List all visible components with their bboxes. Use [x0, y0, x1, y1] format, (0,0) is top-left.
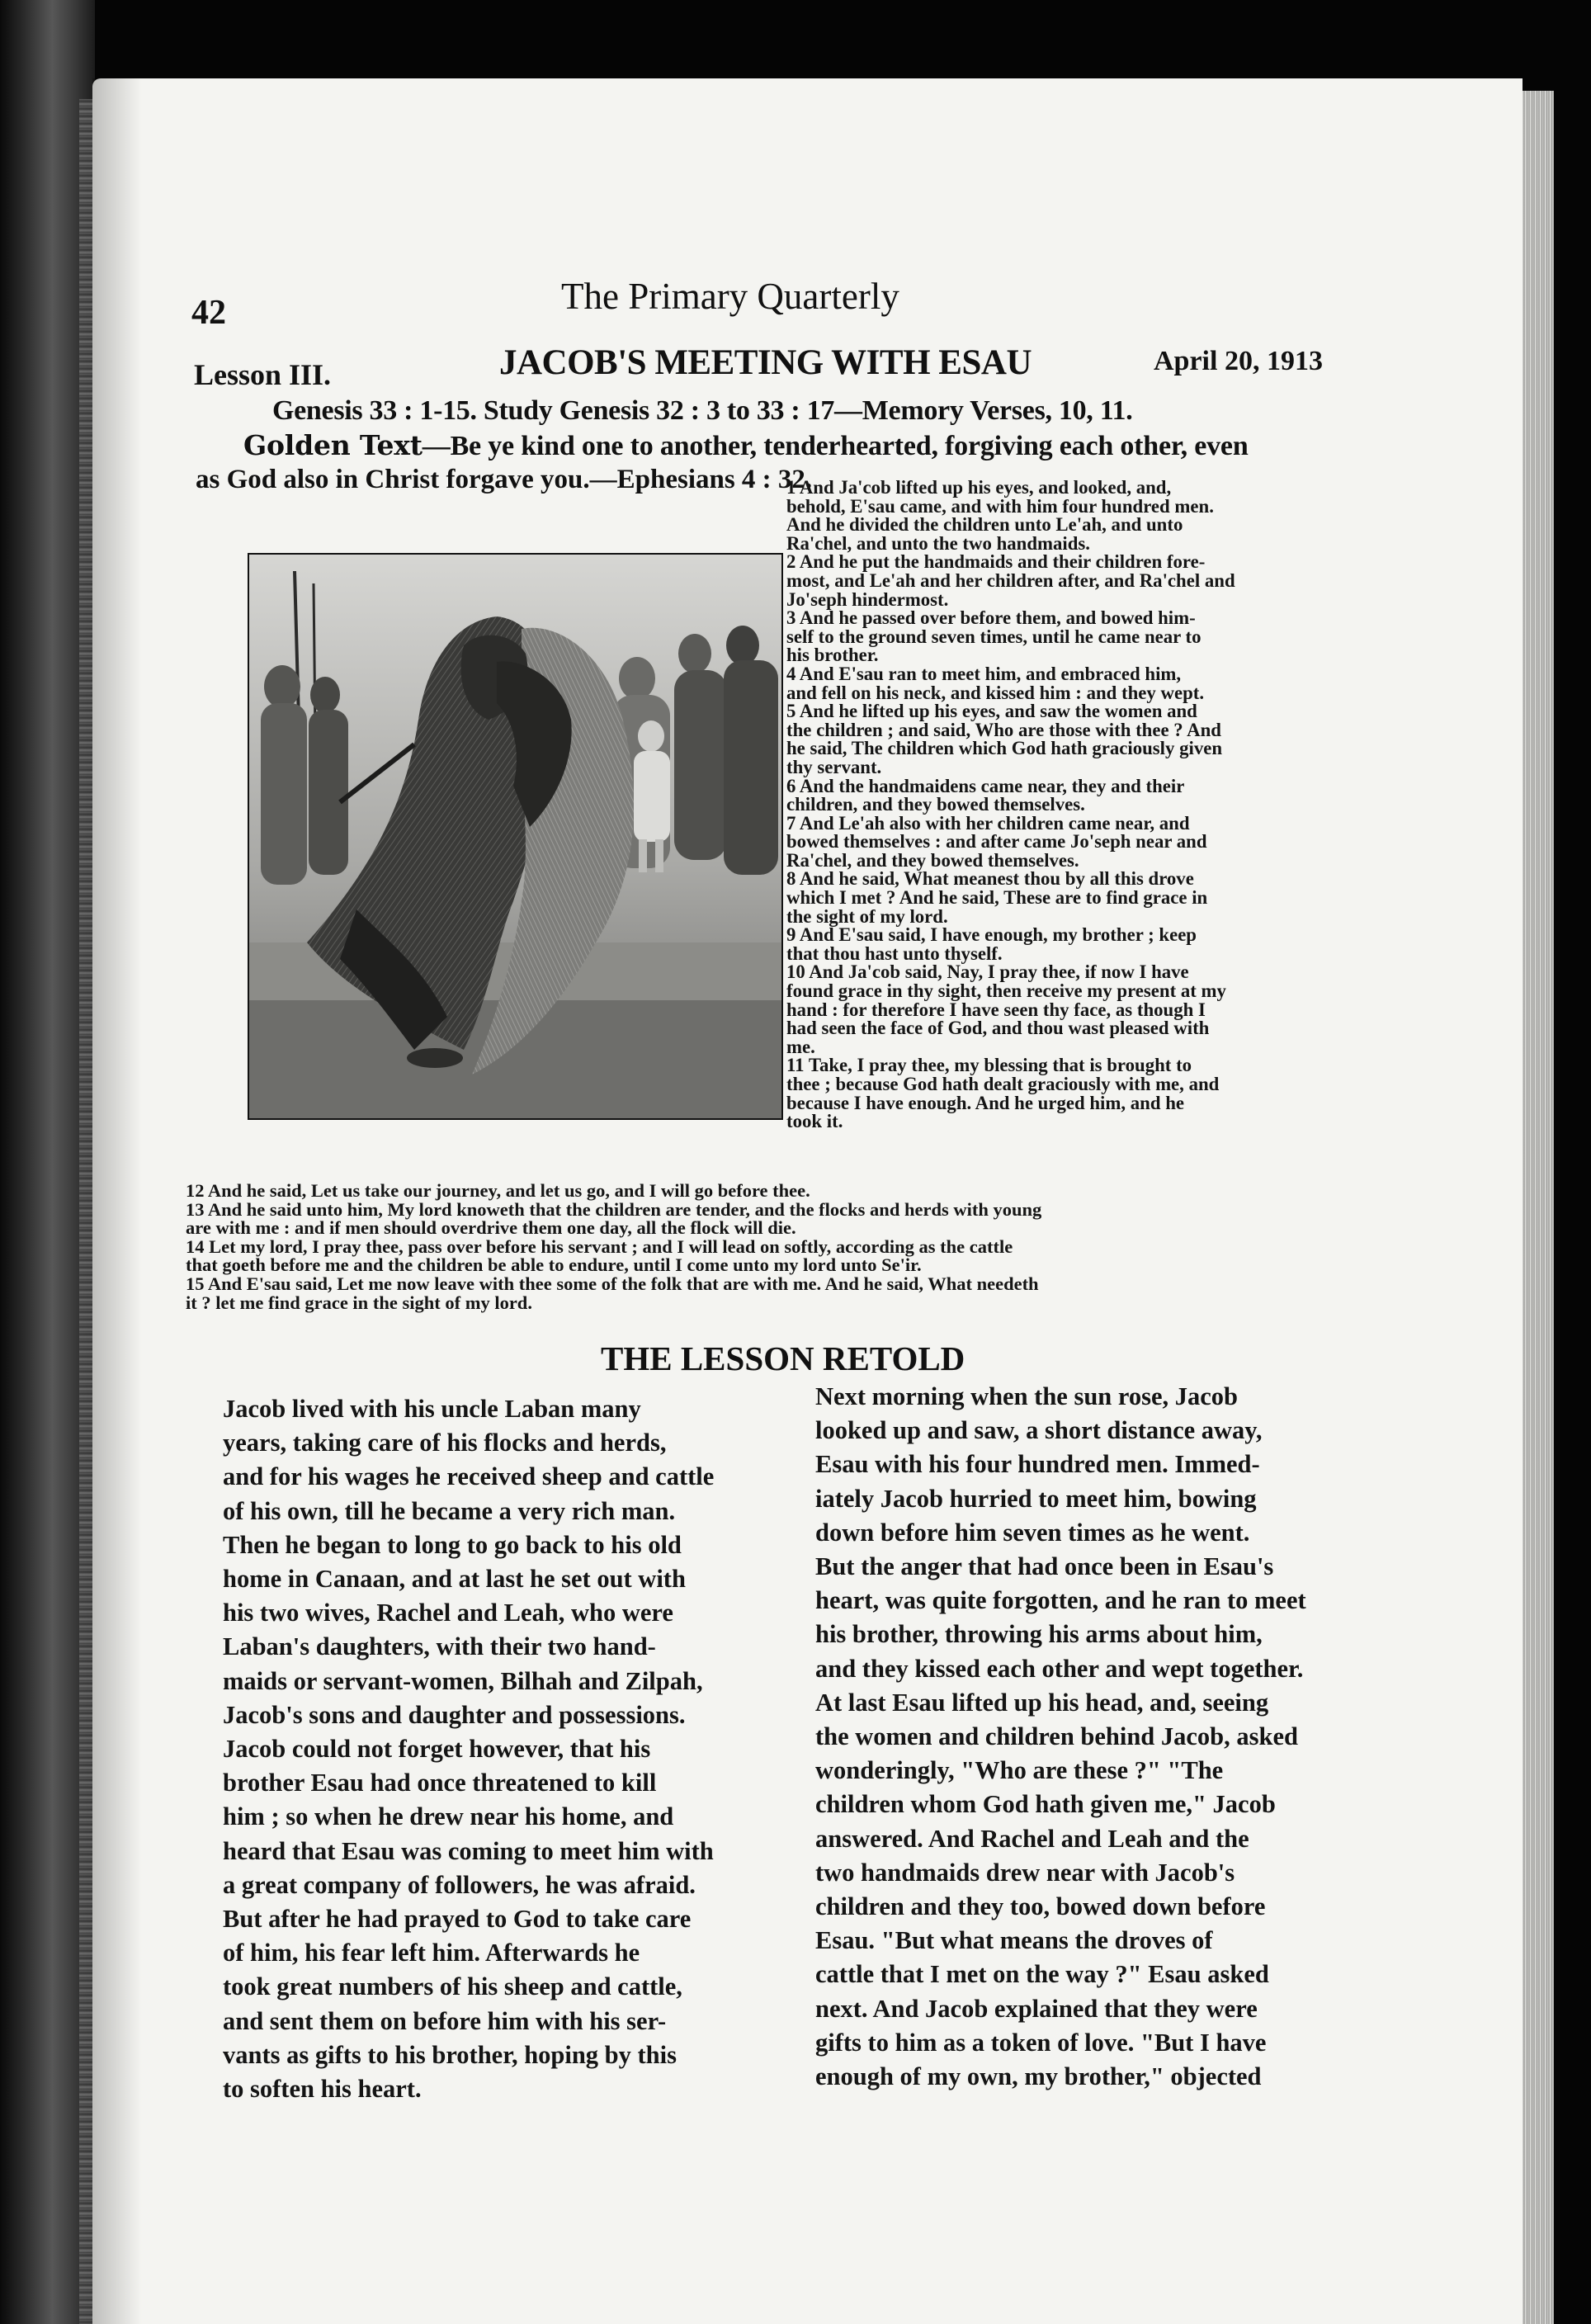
retold-right-column — [815, 1380, 1306, 2094]
verse-line: self to the ground seven times, until he came near to — [786, 626, 1202, 647]
verse-line: 9 And E'sau said, I have enough, my brother ; keep — [786, 924, 1197, 946]
verse-line: children, and they bowed themselves. — [786, 794, 1085, 815]
verse-line: Ra'chel, and unto the two handmaids. — [786, 532, 1090, 554]
retold-line: his two wives, Rachel and Leah, who were — [223, 1599, 673, 1627]
verse-line: bowed themselves : and after came Jo'seph near and — [786, 831, 1207, 853]
verse-line: 6 And the handmaidens came near, they and their — [786, 775, 1185, 796]
verse-line: thy servant. — [786, 756, 882, 777]
retold-line: children and they too, bowed down before — [815, 1892, 1266, 1921]
retold-line: of his own, till he became a very rich man. — [223, 1496, 676, 1525]
golden-text — [243, 429, 1249, 462]
lesson-date: April 20, 1913 — [1154, 346, 1323, 376]
verse-line: 10 And Ja'cob said, Nay, I pray thee, if now I have — [786, 961, 1189, 983]
verse-line: he said, The children which God hath graciously given — [786, 738, 1223, 759]
retold-line: of him, his fear left him. Afterwards he — [223, 1939, 640, 1967]
verse-line: me. — [786, 1036, 815, 1057]
verse-line: 8 And he said, What meanest thou by all this drove — [786, 868, 1194, 890]
verse-line: had seen the face of God, and thou wast pleased with — [786, 1018, 1210, 1039]
illustration-jacob-esau-embrace — [248, 553, 783, 1120]
retold-line: Next morning when the sun rose, Jacob — [815, 1382, 1239, 1410]
fore-edge — [1523, 91, 1554, 2324]
retold-line: wonderingly, "Who are these ?" "The — [815, 1756, 1224, 1785]
verse-line: Ra'chel, and they bowed themselves. — [786, 849, 1079, 871]
retold-left-column — [223, 1392, 714, 2106]
retold-line: answered. And Rachel and Leah and the — [815, 1824, 1249, 1853]
verse-line: most, and Le'ah and her children after, and Ra'chel and — [786, 569, 1235, 591]
verse-line: hand : for therefore I have seen thy face, as though I — [786, 999, 1206, 1020]
retold-line: heard that Esau was coming to meet him with — [223, 1836, 714, 1865]
retold-line: iately Jacob hurried to meet him, bowing — [815, 1484, 1257, 1513]
retold-line: Then he began to long to go back to his old — [223, 1530, 682, 1559]
retold-line: Laban's daughters, with their two hand- — [223, 1632, 656, 1661]
retold-line: two handmaids drew near with Jacob's — [815, 1858, 1235, 1887]
verse-line: 3 And he passed over before them, and bowed him- — [786, 607, 1196, 629]
retold-line: But the anger that had once been in Esau's — [815, 1552, 1274, 1581]
verse-line: And he divided the children unto Le'ah, and unto — [786, 514, 1183, 536]
running-head: The Primary Quarterly — [561, 276, 899, 317]
retold-line: gifts to him as a token of love. "But I have — [815, 2028, 1267, 2057]
verse-line: 14 Let my lord, I pray thee, pass over before his servant ; and I will lead on softly, according as the cattle — [186, 1235, 1013, 1257]
verse-line: 7 And Le'ah also with her children came near, and — [786, 812, 1190, 834]
verse-line: the sight of my lord. — [786, 905, 948, 927]
verse-line: 12 And he said, Let us take our journey, and let us go, and I will go before thee. — [186, 1180, 810, 1201]
retold-line: and sent them on before him with his ser- — [223, 2006, 667, 2035]
verse-line: that thou hast unto thyself. — [786, 942, 1003, 964]
verse-line: and fell on his neck, and kissed him : and they wept. — [786, 682, 1205, 703]
verse-line: 15 And E'sau said, Let me now leave with thee some of the folk that are with me. And he said, What needeth — [186, 1273, 1039, 1294]
engraving-image — [249, 555, 781, 1118]
golden-text-line-2: as God also in Christ forgave you.—Ephesians 4 : 32. — [196, 465, 813, 494]
retold-title: THE LESSON RETOLD — [601, 1339, 965, 1377]
retold-line: Esau. "But what means the droves of — [815, 1926, 1213, 1955]
retold-line: the women and children behind Jacob, asked — [815, 1722, 1298, 1751]
verse-line: are with me : and if men should overdrive them one day, all the flock will die. — [186, 1217, 796, 1239]
retold-line: a great company of followers, he was afraid. — [223, 1870, 696, 1899]
lesson-title: JACOB'S MEETING WITH ESAU — [499, 343, 1032, 382]
retold-line: heart, was quite forgotten, and he ran to meet — [815, 1586, 1306, 1615]
verse-line: that goeth before me and the children be able to endure, until I come unto my lord unto Se'ir. — [186, 1254, 922, 1276]
retold-line: Esau with his four hundred men. Immed- — [815, 1450, 1260, 1479]
verse-line: because I have enough. And he urged him, and he — [786, 1092, 1184, 1113]
verse-line: the children ; and said, Who are those with thee ? And — [786, 719, 1221, 740]
verse-line: 4 And E'sau ran to meet him, and embraced him, — [786, 663, 1182, 684]
golden-text-label: Golden Text — [243, 429, 423, 461]
retold-line: Jacob's sons and daughter and possessions. — [223, 1700, 686, 1729]
retold-line: Jacob could not forget however, that his — [223, 1735, 651, 1764]
lesson-references: Genesis 33 : 1-15. Study Genesis 32 : 3 to 33 : 17—Memory Verses, 10, 11. — [272, 395, 1133, 426]
verse-line: which I met ? And he said, These are to find grace in — [786, 887, 1208, 909]
retold-line: took great numbers of his sheep and cattle, — [223, 1972, 682, 2001]
retold-line: to soften his heart. — [223, 2075, 422, 2104]
verse-line: his brother. — [786, 645, 879, 666]
retold-line: years, taking care of his flocks and herds, — [223, 1429, 667, 1457]
retold-line: down before him seven times as he went. — [815, 1518, 1250, 1547]
scripture-verses-wide — [186, 1182, 1341, 1312]
retold-line: cattle that I met on the way ?" Esau asked — [815, 1960, 1269, 1989]
verse-line: found grace in thy sight, then receive my present at my — [786, 980, 1226, 1002]
retold-line: vants as gifts to his brother, hoping by this — [223, 2040, 677, 2069]
retold-line: looked up and saw, a short distance away, — [815, 1416, 1263, 1445]
verse-line: 1 And Ja'cob lifted up his eyes, and looked, and, — [786, 477, 1172, 498]
retold-line: At last Esau lifted up his head, and, seeing — [815, 1688, 1269, 1717]
retold-line: next. And Jacob explained that they were — [815, 1994, 1258, 2023]
verse-line: 2 And he put the handmaids and their children fore- — [786, 551, 1206, 573]
verse-line: 5 And he lifted up his eyes, and saw the women and — [786, 701, 1197, 722]
retold-line: and for his wages he received sheep and cattle — [223, 1462, 715, 1491]
verse-line: behold, E'sau came, and with him four hundred men. — [786, 495, 1214, 517]
retold-line: and they kissed each other and wept together. — [815, 1654, 1304, 1683]
page-number: 42 — [191, 294, 226, 332]
retold-line: him ; so when he drew near his home, and — [223, 1802, 674, 1831]
retold-line: brother Esau had once threatened to kill — [223, 1769, 657, 1797]
golden-text-line-1: —Be ye kind one to another, tenderhearted, forgiving each other, even — [422, 431, 1249, 461]
scripture-verses-column — [786, 479, 1339, 1131]
retold-line: children whom God hath given me," Jacob — [815, 1790, 1276, 1819]
retold-line: enough of my own, my brother," objected — [815, 2062, 1262, 2091]
retold-line: But after he had prayed to God to take care — [223, 1905, 692, 1934]
retold-line: Jacob lived with his uncle Laban many — [223, 1395, 641, 1423]
retold-line: maids or servant-women, Bilhah and Zilpah, — [223, 1666, 703, 1695]
gutter-shadow — [92, 78, 142, 2324]
retold-line: his brother, throwing his arms about him, — [815, 1620, 1263, 1649]
verse-line: Jo'seph hindermost. — [786, 588, 949, 610]
retold-line: home in Canaan, and at last he set out with — [223, 1565, 686, 1594]
lesson-number: Lesson III. — [194, 358, 332, 391]
verse-line: 11 Take, I pray thee, my blessing that is brought to — [786, 1055, 1192, 1076]
verse-line: took it. — [786, 1111, 843, 1132]
verse-line: thee ; because God hath dealt graciously with me, and — [786, 1074, 1220, 1094]
verse-line: it ? let me find grace in the sight of my lord. — [186, 1292, 532, 1313]
verse-line: 13 And he said unto him, My lord knoweth that the children are tender, and the flocks and herds with young — [186, 1198, 1042, 1220]
